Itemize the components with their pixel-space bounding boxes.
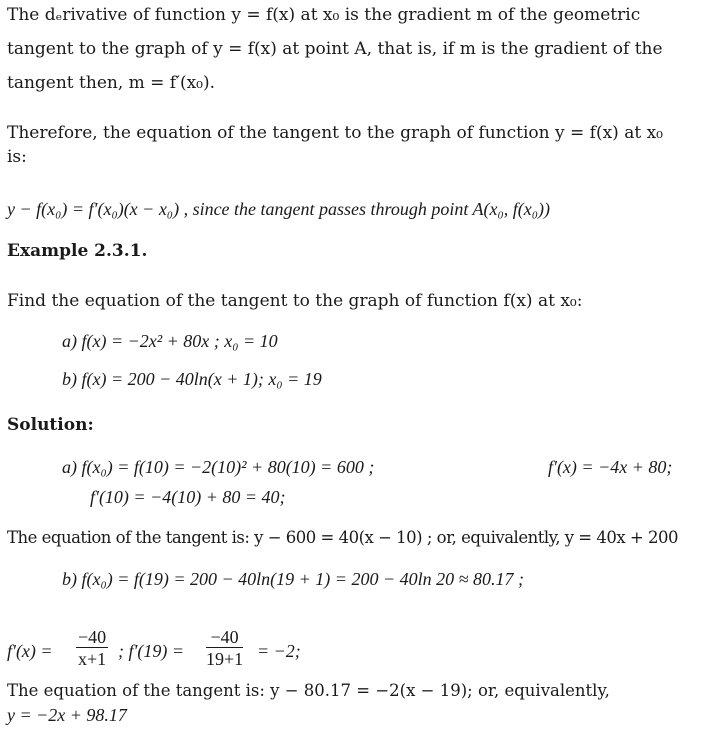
exercise-item-b: b) f(x) = 200 − 40ln(x + 1); x₀ = 19 [62, 369, 322, 389]
text-line: Therefore, the equation of the tangent to the graph of function y = f(x) at x₀ [7, 123, 663, 143]
text-line: is: [7, 147, 27, 167]
solution-b-derivative-at-19: ; f′(19) = [118, 641, 185, 661]
solution-a-derivative: f′(x) = −4x + 80; [548, 457, 673, 477]
solution-heading: Solution: [7, 415, 94, 435]
solution-a-result: The equation of the tangent is: y − 600 = 40(x − 10) ; or, equivalently, y = 40x + 200 [7, 528, 678, 547]
text-line: tangent then, m = f′(x₀). [7, 73, 216, 93]
solution-b-derivative-value: = −2; [257, 641, 301, 661]
solution-b-derivative-label: f′(x) = [7, 641, 53, 661]
fraction-1-numerator: −40 [78, 627, 107, 647]
fraction-1-denominator: x+1 [78, 649, 107, 669]
text-line: Find the equation of the tangent to the graph of function f(x) at x₀: [7, 291, 583, 311]
solution-b-line1: b) f(x₀) = f(19) = 200 − 40ln(19 + 1) = 200 − 40ln 20 ≈ 80.17 ; [62, 569, 524, 589]
exercise-item-a: a) f(x) = −2x² + 80x ; x₀ = 10 [62, 331, 278, 351]
solution-b-result-line2: y = −2x + 98.17 [7, 705, 127, 725]
fraction-2-denominator: 19+1 [206, 649, 244, 669]
solution-b-result: The equation of the tangent is: y − 80.17 = −2(x − 19); or, equivalently, [7, 681, 610, 700]
text-line: The dₑrivative of function y = f(x) at x₀ is the gradient m of the geometric [7, 5, 641, 25]
tangent-equation: y − f(x₀) = f′(x₀)(x − x₀) , since the tangent passes through point A(x₀, f(x₀)) [7, 199, 551, 219]
solution-a-line2: f′(10) = −4(10) + 80 = 40; [90, 487, 286, 507]
fraction-2-numerator: −40 [206, 627, 243, 648]
text-line: tangent to the graph of y = f(x) at point A, that is, if m is the gradient of the [7, 39, 663, 59]
fraction-2 [206, 627, 243, 670]
example-heading: Example 2.3.1. [7, 241, 148, 261]
solution-a-line1: a) f(x₀) = f(10) = −2(10)² + 80(10) = 600 ; [62, 457, 375, 477]
fraction-1 [76, 627, 108, 670]
